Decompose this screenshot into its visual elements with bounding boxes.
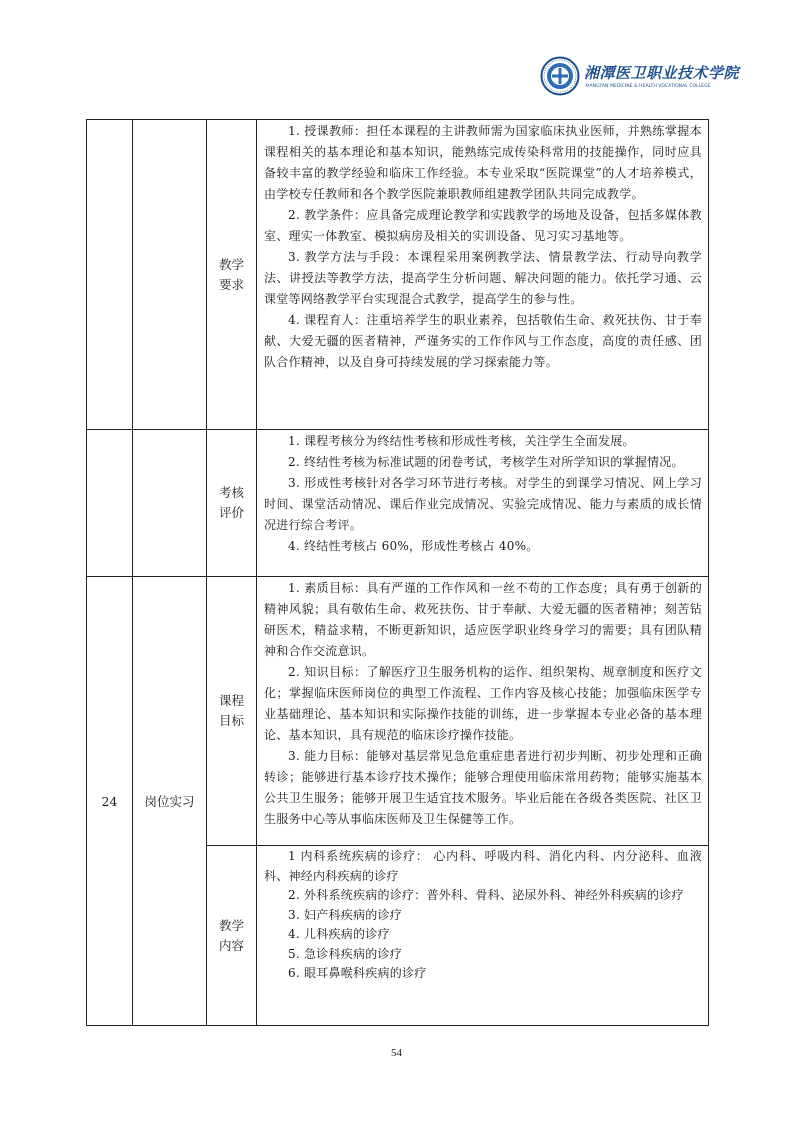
paragraph: 1. 课程考核分为终结性考核和形成性考核，关注学生全面发展。 bbox=[288, 434, 635, 448]
table-row bbox=[87, 430, 709, 577]
number-cell bbox=[87, 120, 133, 430]
table-row bbox=[87, 120, 709, 430]
paragraph: 3. 教学方法与手段：本课程采用案例教学法、情景教学法、行动导向教学法、讲授法等教学方法，提高学生分析问题、解决问题的能力。依托学习通、云课堂等网络教学平台实现混合式教学，提高学生的参与性。 bbox=[264, 250, 702, 306]
section-content bbox=[257, 577, 709, 846]
course-name-cell bbox=[133, 430, 207, 577]
section-label bbox=[207, 577, 257, 846]
paragraph: 2. 终结性考核为标准试题的闭卷考试，考核学生对所学知识的掌握情况。 bbox=[288, 455, 684, 469]
paragraph: 4. 终结性考核占 60%，形成性考核占 40%。 bbox=[288, 539, 539, 553]
paragraph: 2. 外科系统疾病的诊疗：普外科、骨科、泌尿外科、神经外科疾病的诊疗 bbox=[288, 888, 684, 902]
logo-subtitle: XIANGTAN MEDICINE & HEALTH VOCATIONAL COLLEGE bbox=[585, 84, 711, 89]
paragraph: 3. 形成性考核针对各学习环节进行考核。对学生的到课学习情况、网上学习时间、课堂活动情况、课后作业完成情况、实验完成情况、能力与素质的成长情况进行综合考评。 bbox=[264, 476, 702, 532]
college-logo bbox=[540, 56, 740, 102]
section-label bbox=[207, 846, 257, 1026]
paragraph: 1 内科系统疾病的诊疗： 心内科、呼吸内科、消化内科、内分泌科、血液科、神经内科疾病的诊疗 bbox=[264, 849, 702, 883]
paragraph: 2. 知识目标：了解医疗卫生服务机构的运作、组织架构、规章制度和医疗文化；掌握临床医师岗位的典型工作流程、工作内容及核心技能；加强临床医学专业基础理论、基本知识和实际操作技能的训练，进一步掌握本专业必备的基本理论、基本知识，具有规范的临床诊疗操作技能。 bbox=[264, 665, 702, 742]
paragraph: 3. 能力目标：能够对基层常见急危重症患者进行初步判断、初步处理和正确转诊；能够进行基本诊疗技术操作；能够合理使用临床常用药物；能够实施基本公共卫生服务；能够开展卫生适宜技术服务。毕业后能在各级各类医院、社区卫生服务中心等从事临床医师及卫生保健等工作。 bbox=[264, 749, 702, 826]
section-content bbox=[257, 430, 709, 577]
table-row bbox=[87, 577, 709, 846]
number-cell bbox=[87, 430, 133, 577]
logo-title: 湘潭医卫职业技术学院 bbox=[584, 64, 740, 82]
section-label bbox=[207, 120, 257, 430]
paragraph: 1. 授课教师：担任本课程的主讲教师需为国家临床执业医师，并熟练掌握本课程相关的基本理论和基本知识，能熟练完成传染科常用的技能操作，同时应具备较丰富的教学经验和临床工作经验。本专业采取“医院课堂”的人才培养模式，由学校专任教师和各个教学医院兼职教师组建教学团队共同完成教学。 bbox=[264, 124, 702, 201]
paragraph: 2. 教学条件：应具备完成理论教学和实践教学的场地及设备，包括多媒体教室、理实一体教室、模拟病房及相关的实训设备、见习实习基地等。 bbox=[264, 208, 702, 243]
section-label-text: 教学要求 bbox=[218, 256, 244, 292]
paragraph: 4. 课程育人：注重培养学生的职业素养，包括敬佑生命、救死扶伤、甘于奉献、大爱无疆的医者精神，严谨务实的工作作风与工作态度，高度的责任感、团队合作精神，以及自身可持续发展的学习探索能力等。 bbox=[264, 313, 702, 369]
course-number: 24 bbox=[87, 577, 133, 1026]
paragraph: 3. 妇产科疾病的诊疗 bbox=[288, 907, 403, 922]
page-number: 54 bbox=[391, 1047, 402, 1059]
paragraph: 6. 眼耳鼻喉科疾病的诊疗 bbox=[288, 966, 427, 980]
course-name-cell bbox=[133, 120, 207, 430]
section-content bbox=[257, 846, 709, 1026]
paragraph: 5. 急诊科疾病的诊疗 bbox=[288, 946, 403, 961]
college-emblem-icon bbox=[540, 56, 580, 96]
paragraph: 1. 素质目标：具有严谨的工作作风和一丝不苟的工作态度；具有勇于创新的精神风貌；具有敬佑生命、救死扶伤、甘于奉献、大爱无疆的医者精神；刻苦钻研医术，精益求精，不断更新知识，适应医学职业终身学习的需要；具有团队精神和合作交流意识。 bbox=[264, 581, 702, 658]
section-label bbox=[207, 430, 257, 577]
section-label-text: 考核评价 bbox=[218, 485, 244, 520]
section-label-text: 课程目标 bbox=[218, 693, 244, 728]
paragraph: 4. 儿科疾病的诊疗 bbox=[288, 927, 390, 941]
section-label-text: 教学内容 bbox=[218, 917, 244, 953]
course-name: 岗位实习 bbox=[133, 577, 207, 1026]
course-table bbox=[86, 119, 709, 1026]
section-content bbox=[257, 120, 709, 430]
